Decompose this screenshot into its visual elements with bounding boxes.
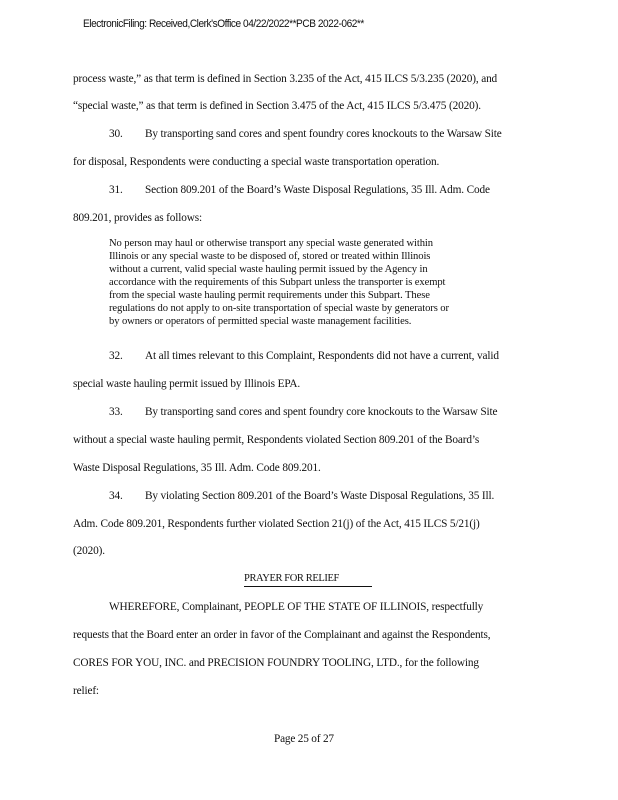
paragraph-30-line-2: for disposal, Respondents were conducting a special waste transportation operation. bbox=[73, 156, 440, 168]
paragraph-33-line-1: By transporting sand cores and spent foundry core knockouts to the Warsaw Site bbox=[145, 406, 498, 418]
paragraph-34-line-1: By violating Section 809.201 of the Board’s Waste Disposal Regulations, 35 Ill. bbox=[145, 490, 495, 502]
paragraph-33-line-2: without a special waste hauling permit, Respondents violated Section 809.201 of the Board’s bbox=[73, 434, 480, 446]
wherefore-line-2: requests that the Board enter an order in favor of the Complainant and against the Respondents, bbox=[73, 629, 491, 641]
paragraph-31-number: 31. bbox=[109, 184, 123, 196]
filing-stamp: ElectronicFiling: Received,Clerk'sOffice 04/22/2022**PCB 2022-062** bbox=[83, 18, 364, 30]
heading-underline bbox=[244, 586, 372, 587]
quote-line-2: Illinois or any special waste to be disposed of, stored or treated within Illinois bbox=[109, 251, 431, 262]
wherefore-line-1: WHEREFORE, Complainant, PEOPLE OF THE STATE OF ILLINOIS, respectfully bbox=[109, 601, 484, 613]
paragraph-32-number: 32. bbox=[109, 350, 123, 362]
paragraph-33-line-3: Waste Disposal Regulations, 35 Ill. Adm. Code 809.201. bbox=[73, 462, 321, 474]
quote-line-7: by owners or operators of permitted special waste management facilities. bbox=[109, 316, 412, 327]
paragraph-34-line-2: Adm. Code 809.201, Respondents further violated Section 21(j) of the Act, 415 ILCS 5/21(j) bbox=[73, 518, 480, 530]
quote-line-6: regulations do not apply to on-site transportation of special waste by generators or bbox=[109, 303, 449, 314]
quote-line-3: without a current, valid special waste hauling permit issued by the Agency in bbox=[109, 264, 428, 275]
paragraph-30-line-1: By transporting sand cores and spent foundry cores knockouts to the Warsaw Site bbox=[145, 128, 502, 140]
paragraph-32-line-1: At all times relevant to this Complaint, Respondents did not have a current, valid bbox=[145, 350, 499, 362]
quote-line-5: from the special waste hauling permit requirements under this Subpart. These bbox=[109, 290, 430, 301]
continuation-line-1: process waste,” as that term is defined in Section 3.235 of the Act, 415 ILCS 5/3.235 (2020), and bbox=[73, 73, 498, 85]
paragraph-33-number: 33. bbox=[109, 406, 123, 418]
wherefore-line-3: CORES FOR YOU, INC. and PRECISION FOUNDRY TOOLING, LTD., for the following bbox=[73, 657, 479, 669]
paragraph-32-line-2: special waste hauling permit issued by Illinois EPA. bbox=[73, 378, 301, 390]
quote-line-1: No person may haul or otherwise transport any special waste generated within bbox=[109, 238, 433, 249]
wherefore-line-4: relief: bbox=[73, 685, 99, 697]
paragraph-34-line-3: (2020). bbox=[73, 545, 105, 557]
continuation-line-2: “special waste,” as that term is defined in Section 3.475 of the Act, 415 ILCS 5/3.475 (2020). bbox=[73, 100, 481, 112]
paragraph-30-number: 30. bbox=[109, 128, 123, 140]
page-number: Page 25 of 27 bbox=[274, 733, 334, 745]
paragraph-31-line-1: Section 809.201 of the Board’s Waste Disposal Regulations, 35 Ill. Adm. Code bbox=[145, 184, 490, 196]
prayer-for-relief-heading: PRAYER FOR RELIEF bbox=[244, 573, 339, 584]
paragraph-34-number: 34. bbox=[109, 490, 123, 502]
paragraph-31-line-2: 809.201, provides as follows: bbox=[73, 212, 203, 224]
quote-line-4: accordance with the requirements of this Subpart unless the transporter is exempt bbox=[109, 277, 446, 288]
